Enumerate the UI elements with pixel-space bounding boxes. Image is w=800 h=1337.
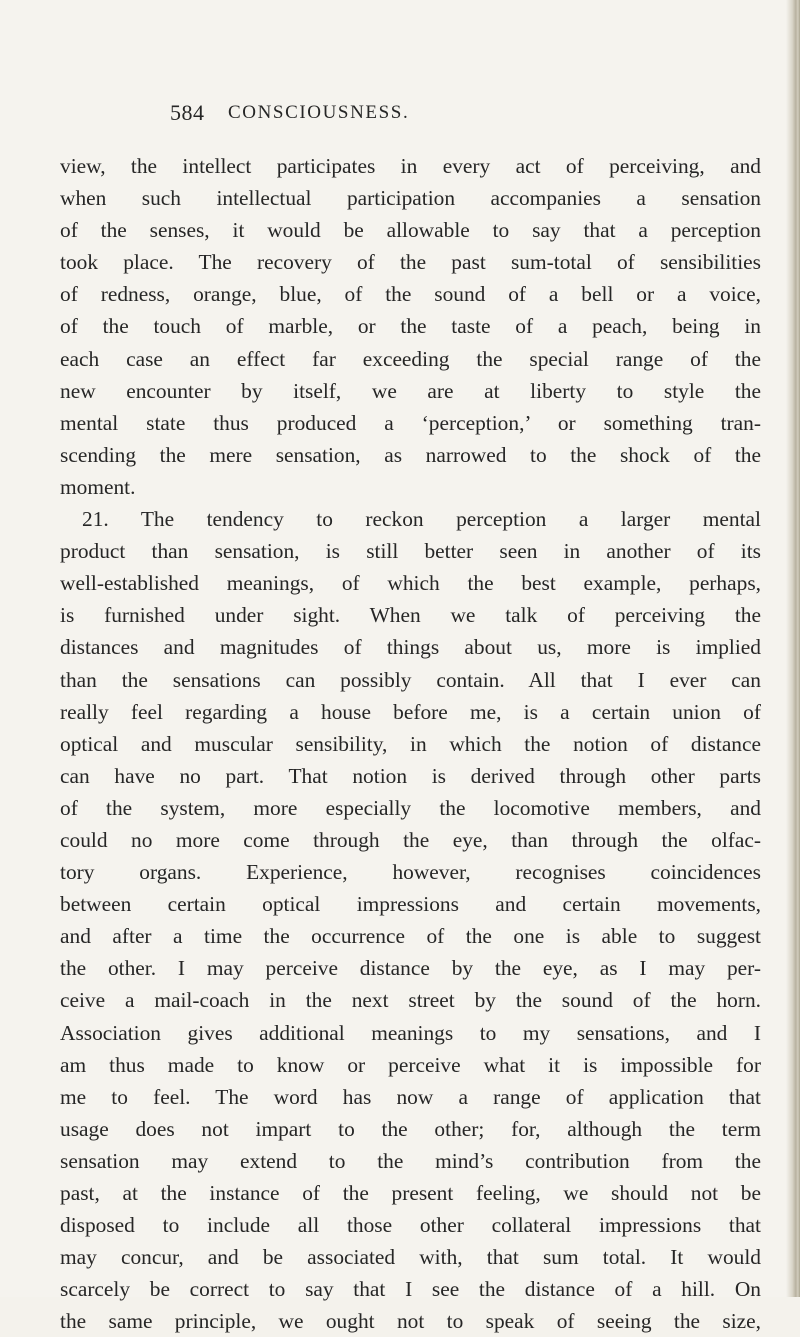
text-line: new encounter by itself, we are at liberty to style the xyxy=(60,378,761,403)
text-line: really feel regarding a house before me, is a certain union of xyxy=(60,699,761,724)
text-line: is furnished under sight. When we talk of perceiving the xyxy=(60,603,761,628)
text-line: the same principle, we ought not to speak of seeing the size, xyxy=(60,1309,761,1334)
text-line: well-established meanings, of which the best example, perhaps, xyxy=(60,571,761,596)
text-line: and after a time the occurrence of the one is able to suggest xyxy=(60,924,761,949)
text-line: past, at the instance of the present feeling, we should not be xyxy=(60,1181,761,1205)
body-text xyxy=(60,150,761,1337)
text-line: optical and muscular sensibility, in which the notion of distance xyxy=(60,731,761,756)
text-line: Association gives additional meanings to my sensations, and I xyxy=(60,1020,761,1045)
text-line: moment. xyxy=(60,474,136,499)
text-line: between certain optical impressions and certain movements, xyxy=(60,892,761,917)
text-line: am thus made to know or perceive what it is impossible for xyxy=(60,1052,761,1077)
running-title: CONSCIOUSNESS. xyxy=(228,102,410,123)
text-line: of the senses, it would be allowable to say that a perception xyxy=(60,218,761,243)
text-line: each case an effect far exceeding the special range of the xyxy=(60,346,761,371)
text-line: mental state thus produced a ‘perception,’ or something tran- xyxy=(60,410,761,435)
text-line: scarcely be correct to say that I see the distance of a hill. On xyxy=(60,1277,761,1302)
text-line: distances and magnitudes of things about us, more is implied xyxy=(60,635,761,660)
running-head xyxy=(170,100,670,130)
text-line: disposed to include all those other collateral impressions that xyxy=(60,1213,761,1238)
text-line: scending the mere sensation, as narrowed to the shock of the xyxy=(60,442,761,467)
text-line: usage does not impart to the other; for, although the term xyxy=(60,1116,761,1141)
text-line: of the touch of marble, or the taste of a peach, being in xyxy=(60,314,761,339)
text-line: when such intellectual participation accompanies a sensation xyxy=(60,186,761,211)
text-line: me to feel. The word has now a range of application that xyxy=(60,1084,761,1109)
text-line: may concur, and be associated with, that sum total. It would xyxy=(60,1245,761,1270)
text-line: of redness, orange, blue, of the sound of a bell or a voice, xyxy=(60,282,761,307)
text-line: can have no part. That notion is derived through other parts xyxy=(60,763,761,788)
paragraph-start-line: 21. The tendency to reckon perception a larger mental xyxy=(82,507,761,532)
text-line: could no more come through the eye, than through the olfac- xyxy=(60,827,761,852)
text-line: took place. The recovery of the past sum-total of sensibilities xyxy=(60,250,761,275)
text-line: view, the intellect participates in every act of perceiving, and xyxy=(60,154,761,178)
text-line: product than sensation, is still better seen in another of its xyxy=(60,539,761,564)
text-line: sensation may extend to the mind’s contribution from the xyxy=(60,1148,761,1173)
text-line: of the system, more especially the locomotive members, and xyxy=(60,795,761,820)
text-line: ceive a mail-coach in the next street by the sound of the horn. xyxy=(60,988,761,1013)
page-edge-shadow xyxy=(786,0,800,1297)
text-line: than the sensations can possibly contain. All that I ever can xyxy=(60,667,761,692)
text-line: tory organs. Experience, however, recognises coincidences xyxy=(60,860,761,885)
page-number: 584 xyxy=(170,100,205,125)
text-line: the other. I may perceive distance by the eye, as I may per- xyxy=(60,956,761,981)
